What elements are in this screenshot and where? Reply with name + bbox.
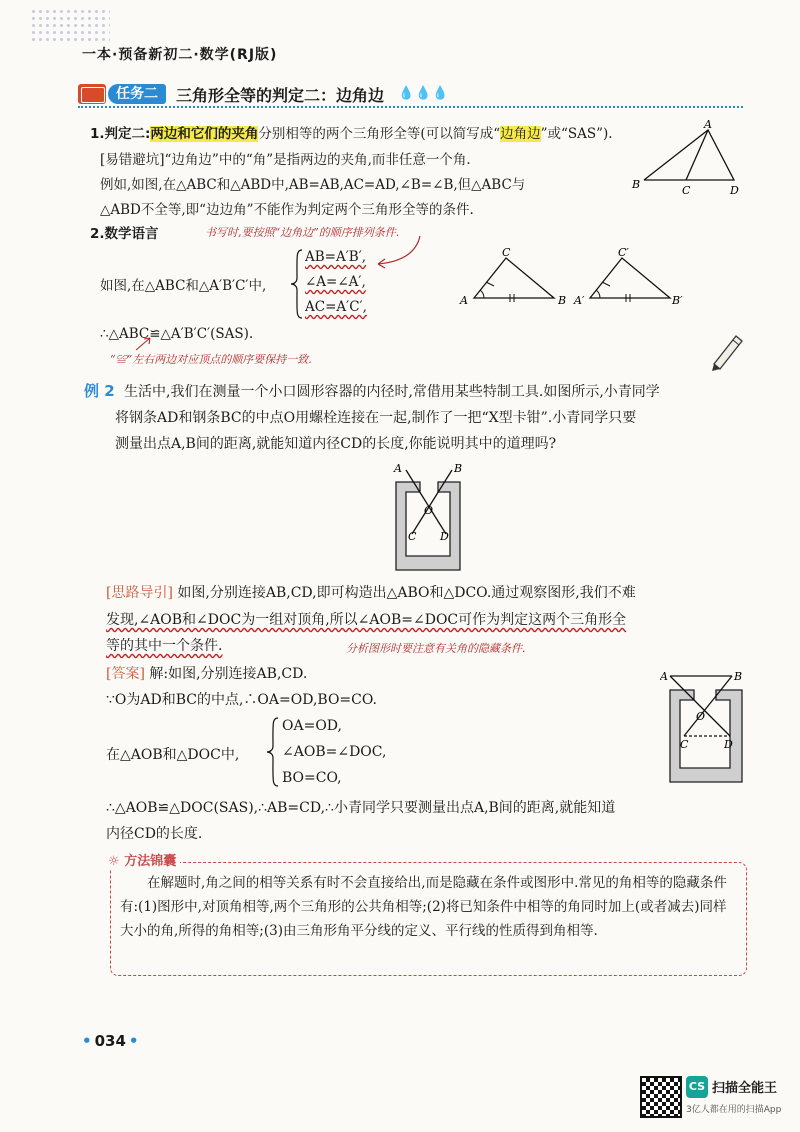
- fig4-label-c: C: [680, 738, 689, 751]
- fig3-label-a: A: [394, 462, 402, 475]
- math-lead: 如图,在△ABC和△A′B′C′中,: [100, 278, 267, 294]
- angle-mark-a2: [596, 290, 600, 298]
- example-line2: 将钢条AD和钢条BC的中点O用螺栓连接在一起,制作了一把“X型卡钳”.小青同学只要: [115, 410, 637, 426]
- highlight-two-sides: 两边和它们的夹角: [150, 126, 259, 142]
- answer-lead: 在△AOB和△DOC中,: [106, 747, 240, 763]
- figure-x-caliper-dashed: [660, 664, 760, 784]
- scanner-app-name: 扫描全能王: [712, 1081, 778, 1096]
- math-condition-3: AC=A′C′,: [305, 299, 367, 315]
- answer-line1: [106, 664, 307, 684]
- triangle-abc: [474, 258, 554, 298]
- fig2-label-a2: A′: [574, 294, 585, 307]
- method-title: [108, 850, 180, 869]
- fig4-label-o: O: [696, 710, 706, 723]
- triangle-a2b2c2: [590, 258, 670, 298]
- figure-triangle-abcd: [630, 118, 750, 202]
- handwritten-note-order: 书写时,要按照“边角边”的顺序排列条件.: [205, 226, 400, 239]
- task-title: 三角形全等的判定二：边角边: [176, 86, 385, 105]
- handwritten-arrow-2: [130, 334, 160, 354]
- fig1-label-a: A: [704, 118, 712, 131]
- hint-line1: [106, 583, 636, 603]
- rule-statement: [90, 124, 613, 144]
- pitfall-example-line1: 例如,如图,在△ABC和△ABD中,AB=AB,AC=AD,∠B=∠B,但△ABC与: [100, 177, 526, 193]
- fig2-label-a: A: [460, 294, 468, 307]
- container-wall: [396, 482, 460, 570]
- hint-text-1: 如图,分别连接AB,CD,即可构造出△ABO和△DCO.通过观察图形,我们不难: [177, 585, 636, 601]
- highlight-sas: 边角边: [500, 126, 541, 142]
- math-condition-1: AB=A′B′,: [305, 249, 367, 265]
- bar-ad: [406, 470, 446, 534]
- handwritten-note-hidden-angle: 分析图形时要注意有关角的隐藏条件.: [346, 642, 526, 655]
- fig4-label-d: D: [724, 738, 733, 751]
- figure-congruent-triangles: [458, 248, 698, 308]
- fig1-label-d: D: [730, 184, 739, 197]
- answer-text-1: 解:如图,分别连接AB,CD.: [149, 666, 308, 682]
- rule-text-1: 分别相等的两个三角形全等(可以简写成“: [258, 126, 501, 142]
- answer-condition-2: ∠AOB=∠DOC,: [282, 744, 387, 760]
- method-title-text: 方法锦囊: [124, 854, 177, 869]
- segment-ac: [686, 130, 708, 180]
- angle-mark-a: [480, 290, 484, 298]
- pitfall-note: [易错避坑]“边角边”中的“角”是指两边的夹角,而非任意一个角.: [100, 152, 471, 168]
- bar-bc: [412, 470, 452, 534]
- rule-text-2: ”或“SAS”).: [540, 126, 613, 142]
- answer-tag: [答案]: [106, 666, 145, 682]
- fig3-label-b: B: [454, 462, 463, 475]
- math-condition-2: ∠A=∠A′,: [305, 274, 366, 290]
- hint-line2: 发现,∠AOB和∠DOC为一组对顶角,所以∠AOB=∠DOC可作为判定这两个三角形全: [106, 612, 627, 628]
- hint-tag: [思路导引]: [106, 585, 173, 601]
- bar-bc-2: [684, 676, 732, 736]
- answer-condition-1: OA=OD,: [282, 718, 342, 734]
- handwritten-arrow-1: [370, 232, 430, 272]
- math-conclusion: ∴△ABC≌△A′B′C′(SAS).: [100, 326, 254, 342]
- page-number: • 034 •: [82, 1032, 139, 1050]
- fig2-label-c: C: [502, 248, 511, 259]
- decorative-dot-pattern: [30, 8, 110, 44]
- difficulty-drops-icon: 💧💧💧: [398, 86, 450, 101]
- bulb-icon: ☼: [108, 854, 120, 869]
- example-tag: 例 2: [84, 382, 115, 400]
- answer-line3: ∴△AOB≌△DOC(SAS),∴AB=CD,∴小青同学只要测量出点A,B间的距离,就能知道: [106, 800, 616, 816]
- fig4-label-b: B: [734, 670, 743, 683]
- task-label: 任务二: [108, 84, 166, 104]
- scanner-logo: CS: [686, 1076, 708, 1098]
- scanner-app-tagline: 3亿人都在用的扫描App: [686, 1105, 782, 1115]
- answer-line2: ∵O为AD和BC的中点,∴OA=OD,BO=CO.: [106, 692, 377, 708]
- brace-left-2: [266, 716, 280, 788]
- fig2-label-b2: B′: [672, 294, 683, 307]
- fig2-label-c2: C′: [618, 248, 629, 259]
- fig3-label-d: D: [440, 530, 449, 543]
- pitfall-example-line2: △ABD不全等,即“边边角”不能作为判定两个三角形全等的条件.: [100, 202, 474, 218]
- answer-line4: 内径CD的长度.: [106, 826, 203, 842]
- fig4-label-a: A: [660, 670, 668, 683]
- method-text: 在解题时,角之间的相等关系有时不会直接给出,而是隐藏在条件或图形中.常见的角相等的隐藏条件有:(1)图形中,对顶角相等,两个三角形的公共角相等;(2)将已知条件中相等的角同时加上(或者减去)同样大小的角,所得的角相等;(3)由三角形角平分线的定义、平行线的性质得到角相等.: [120, 875, 727, 939]
- tick-ac-1: [486, 282, 494, 286]
- answer-condition-3: BO=CO,: [282, 770, 342, 786]
- example-line1: 生活中,我们在测量一个小口圆形容器的内径时,常借用某些特制工具.如图所示,小青同学: [124, 384, 660, 400]
- brace-left-1: [290, 248, 304, 320]
- hint-line3: 等的其中一个条件.: [106, 638, 223, 654]
- handwritten-note-congruence: “≌”左右两边对应顶点的顺序要保持一致.: [110, 353, 312, 366]
- example-line3: 测量出点A,B间的距离,就能知道内径CD的长度,你能说明其中的道理吗?: [115, 436, 557, 452]
- fig1-label-b: B: [632, 178, 641, 191]
- fig2-label-b: B: [558, 294, 567, 307]
- fig1-label-c: C: [682, 184, 691, 197]
- tick-a2c2: [602, 282, 610, 286]
- task-icon: [78, 84, 106, 104]
- pencil-icon: [706, 330, 746, 372]
- qr-code-icon: [640, 1076, 682, 1118]
- book-header-title: 一本·预备新初二·数学(RJ版): [82, 47, 278, 63]
- rule-number: 1.判定二:: [90, 126, 151, 142]
- math-language-title: 2.数学语言: [90, 226, 159, 242]
- figure-x-caliper: [380, 460, 480, 580]
- fig3-label-c: C: [408, 530, 417, 543]
- fig3-label-o: O: [424, 504, 434, 517]
